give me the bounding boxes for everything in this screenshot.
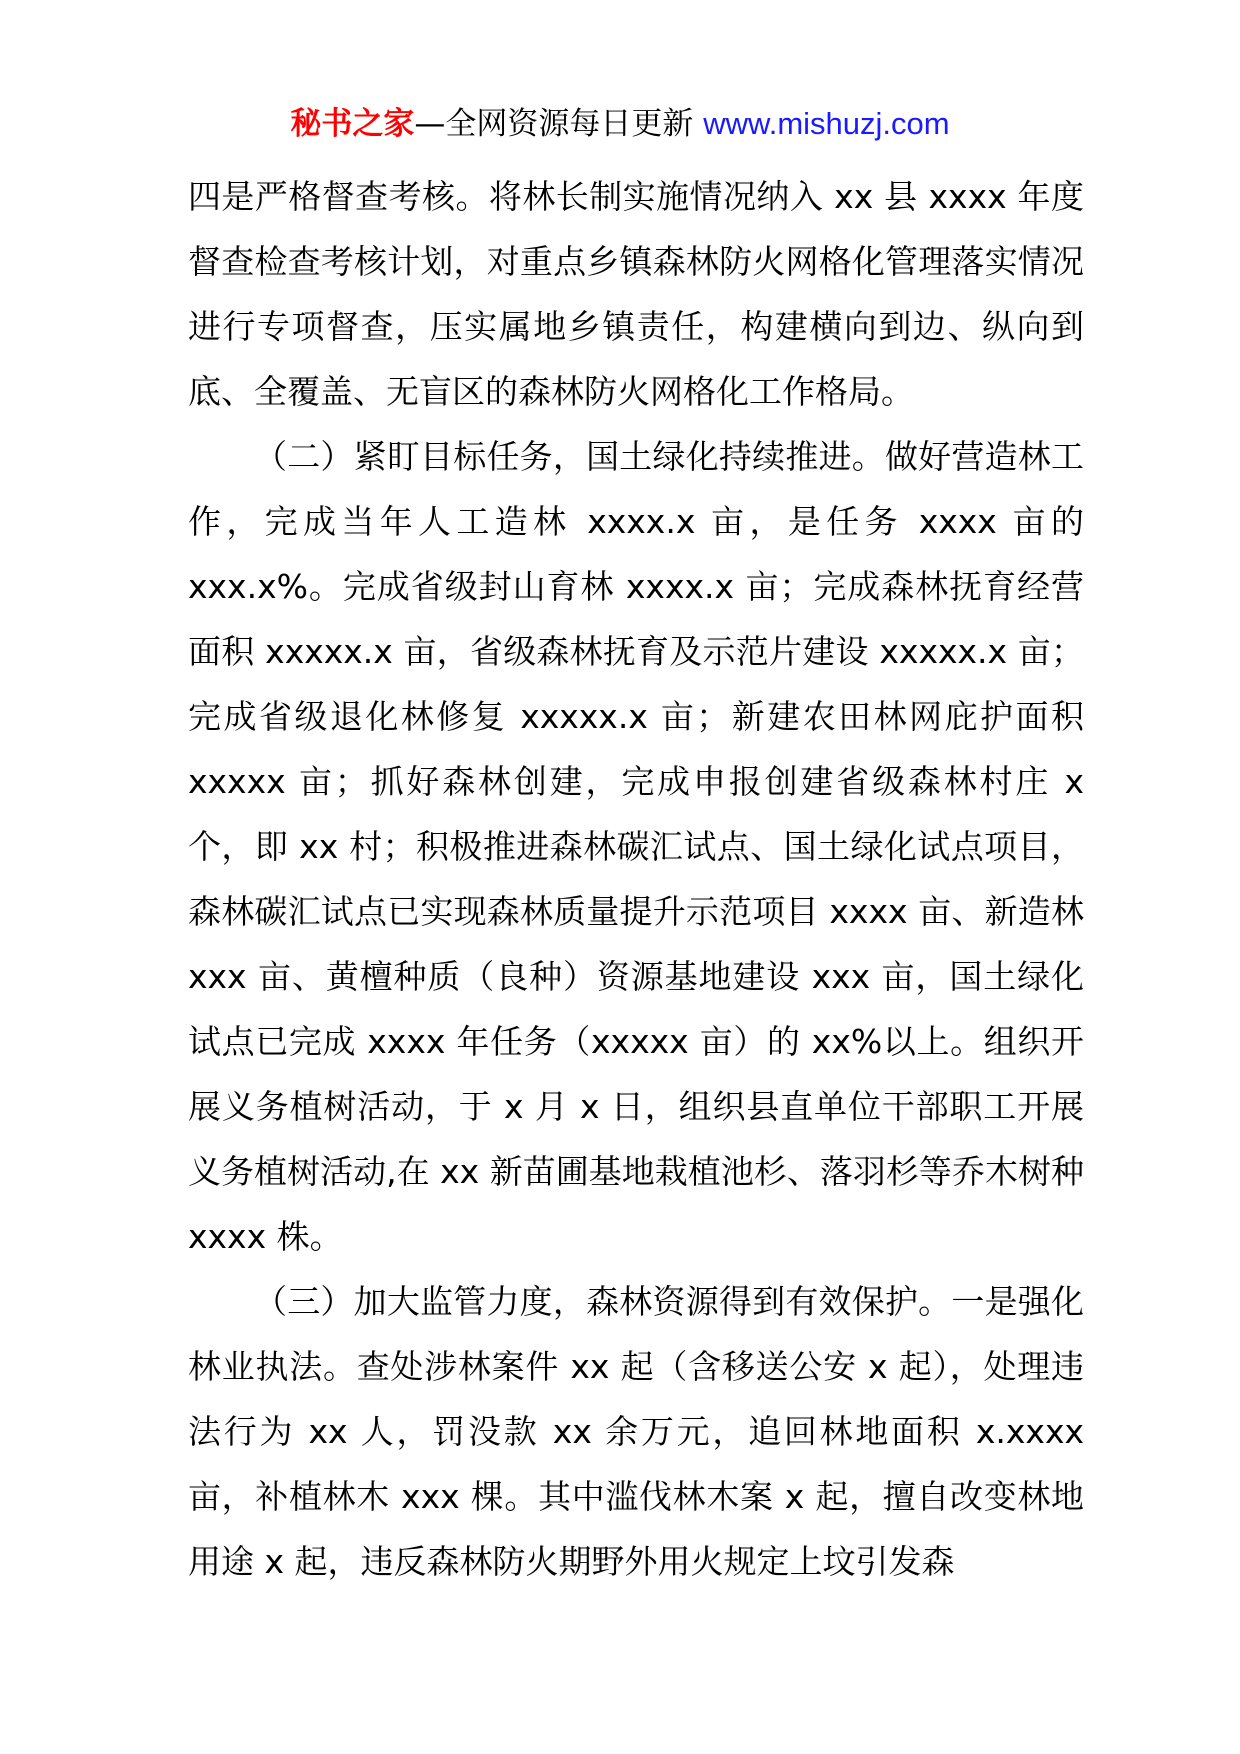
- document-body: [188, 164, 1084, 1594]
- site-url-link[interactable]: www.mishuzj.com: [703, 106, 950, 141]
- header-tagline: —全网资源每日更新: [414, 106, 704, 142]
- brand-name: 秘书之家: [290, 106, 415, 142]
- paragraph-protection: （三）加大监管力度，森林资源得到有效保护。一是强化林业执法。查处涉林案件 xx 起（含移送公安 x 起），处理违法行为 xx 人，罚没款 xx 余万元，追回林地面积 x.xxxx 亩，补植林木 xxx 棵。其中滥伐林木案 x 起，擅自改变林地用途 x 起，违反森林防火期野外用火规定上坟引发森: [188, 1282, 1084, 1581]
- page-header: [0, 98, 1240, 150]
- paragraph-greening: （二）紧盯目标任务，国土绿化持续推进。做好营造林工作，完成当年人工造林 xxxx.x 亩，是任务 xxxx 亩的 xxx.x%。完成省级封山育林 xxxx.x 亩；完成森林抚育经营面积 xxxxx.x 亩，省级森林抚育及示范片建设 xxxxx.x 亩；完成省级退化林修复 xxxxx.x 亩；新建农田林网庇护面积 xxxxx 亩；抓好森林创建，完成申报创建省级森林村庄 x 个，即 xx 村；积极推进森林碳汇试点、国土绿化试点项目，森林碳汇试点已实现森林质量提升示范项目 xxxx 亩、新造林 xxx 亩、黄檀种质（良种）资源基地建设 xxx 亩，国土绿化试点已完成 xxxx 年任务（xxxxx 亩）的 xx%以上。组织开展义务植树活动，于 x 月 x 日，组织县直单位干部职工开展义务植树活动,在 xx 新苗圃基地栽植池杉、落羽杉等乔木树种 xxxx 株。: [188, 437, 1084, 1256]
- paragraph-supervision: 四是严格督查考核。将林长制实施情况纳入 xx 县 xxxx 年度督查检查考核计划，对重点乡镇森林防火网格化管理落实情况进行专项督查，压实属地乡镇责任，构建横向到边、纵向到底、全覆盖、无盲区的森林防火网格化工作格局。: [188, 177, 1084, 411]
